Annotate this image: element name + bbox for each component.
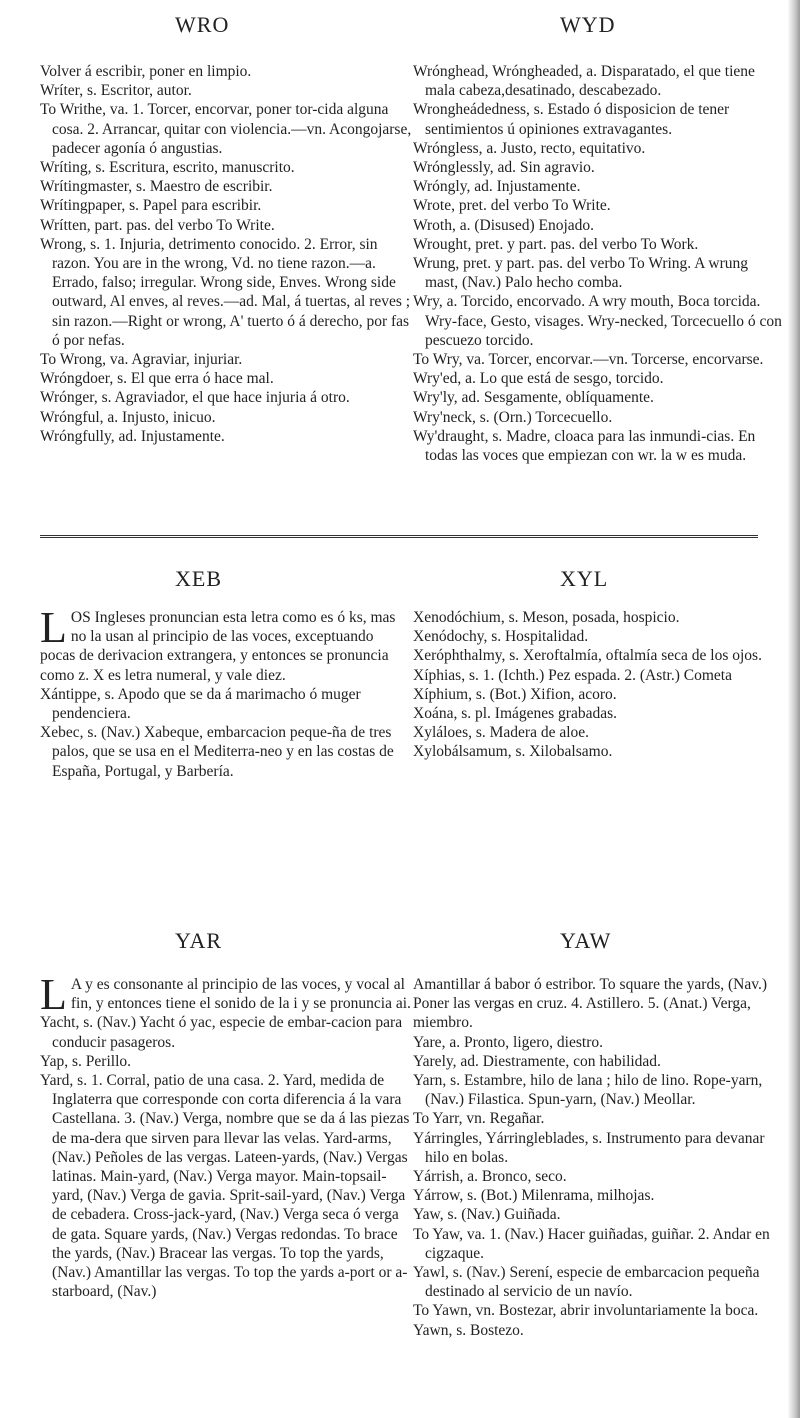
- entry: To Yawn, vn. Bostezar, abrir involuntariamente la boca.: [413, 1302, 759, 1320]
- entry: Wrong, s. 1. Injuria, detrimento conocido. 2. Error, sin razon. You are in the wrong, Vd. no tiene razon.—a. Errado, falso; irregular. Wrong side, Enves. Wrong side outward, Al enves, al reves.—ad. Mal, á tuertas, al reves ; sin razon.—Right or wrong, A' tuerto ó á derecho, por fas ó por nefas.: [40, 235, 411, 349]
- entry: Xíphium, s. (Bot.) Xifion, acoro.: [413, 685, 617, 703]
- entry: Wróngdoer, s. El que erra ó hace mal.: [40, 370, 274, 388]
- entry: Wrítingmaster, s. Maestro de escribir.: [40, 178, 273, 196]
- running-head-right: XYL: [560, 566, 609, 591]
- entry: Xenódochy, s. Hospitalidad.: [413, 628, 589, 646]
- column-wyd: [413, 62, 785, 465]
- entry: To Yaw, va. 1. (Nav.) Hacer guiñadas, guiñar. 2. Andar en cigzaque.: [413, 1225, 770, 1262]
- entry: Volver á escribir, poner en limpio.: [40, 63, 252, 80]
- entry: Wry'ed, a. Lo que está de sesgo, torcido.: [413, 370, 664, 388]
- entry: Xoána, s. pl. Imágenes grabadas.: [413, 705, 618, 723]
- entry: Wy'draught, s. Madre, cloaca para las inmundi-cias. En todas las voces que empiezan con wr. la w es muda.: [413, 427, 756, 465]
- entry: Xyláloes, s. Madera de aloe.: [413, 724, 590, 742]
- entry: Yárrish, a. Bronco, seco.: [413, 1168, 567, 1186]
- letter-intro: LOS Ingleses pronuncian esta letra como es ó ks, mas no la usan al principio de las voces, exceptuando pocas de derivacion extrangera, y entonces se pronuncia como z. X es letra numeral, y vale diez.: [40, 603, 396, 684]
- column-wro: [40, 62, 412, 446]
- entry: To Wrong, va. Agraviar, injuriar.: [40, 351, 243, 369]
- entry-continuation: Amantillar á babor ó estribor. To square the yards, (Nav.) Poner las vergas en cruz. 4. Astillero. 5. (Anat.) Verga, miembro.: [413, 976, 768, 1032]
- entry: Yárringles, Yárringleblades, s. Instrumento para devanar hilo en bolas.: [413, 1129, 765, 1166]
- running-head-right: WYD: [560, 12, 616, 37]
- entry: To Wry, va. Torcer, encorvar.—vn. Torcerse, encorvarse.: [413, 351, 764, 369]
- entry: Wríter, s. Escritor, autor.: [40, 82, 192, 100]
- entry: Wrónger, s. Agraviador, el que hace injuria á otro.: [40, 389, 350, 407]
- entry: Wrónglessly, ad. Sin agravio.: [413, 159, 595, 177]
- drop-cap: L: [40, 603, 67, 652]
- entry: To Writhe, va. 1. Torcer, encorvar, poner tor-cida alguna cosa. 2. Arrancar, quitar con violencia.—vn. Acongojarse, padecer agonía ó angustias.: [40, 101, 412, 157]
- entry: Xeróphthalmy, s. Xeroftalmía, oftalmía seca de los ojos.: [413, 647, 762, 665]
- entry: Wrote, pret. del verbo To Write.: [413, 197, 611, 215]
- entry: Yacht, s. (Nav.) Yacht ó yac, especie de embar-cacion para conducir pasageros.: [40, 1014, 403, 1051]
- entry: Wrongheádedness, s. Estado ó disposicion de tener sentimientos ú opiniones extravagantes.: [413, 101, 730, 138]
- entry: Wrónghead, Wróngheaded, a. Disparatado, el que tiene mala cabeza,desatinado, descabezado.: [413, 63, 755, 100]
- divider-rule: [40, 535, 758, 538]
- entry: Wrítingpaper, s. Papel para escribir.: [40, 197, 262, 215]
- running-head-left: XEB: [175, 566, 222, 591]
- column-yaw: [413, 975, 785, 1340]
- entry: Wry, a. Torcido, encorvado. A wry mouth, Boca torcida. Wry-face, Gesto, visages. Wry-necked, Torcecuello ó con pescuezo torcido.: [413, 293, 782, 349]
- entry: Yawl, s. (Nav.) Serení, especie de embarcacion pequeña destinado al servicio de un navío.: [413, 1264, 760, 1301]
- entry: Yare, a. Pronto, ligero, diestro.: [413, 1033, 603, 1051]
- entry: Wróngfully, ad. Injustamente.: [40, 427, 225, 445]
- entry: Yarn, s. Estambre, hilo de lana ; hilo de lino. Rope-yarn, (Nav.) Filastica. Spun-yarn, (Nav.) Meollar.: [413, 1072, 763, 1109]
- entry: Xíphias, s. 1. (Ichth.) Pez espada. 2. (Astr.) Cometa: [413, 666, 732, 684]
- entry: Wróngly, ad. Injustamente.: [413, 178, 581, 196]
- entry: Xebec, s. (Nav.) Xabeque, embarcacion peque-ña de tres palos, que se usa en el Mediterra-neo y en las costas de España, Portugal, y Barbería.: [40, 724, 394, 780]
- entry: Xenodóchium, s. Meson, posada, hospicio.: [413, 609, 680, 626]
- entry: Xántippe, s. Apodo que se da á marimacho ó muger pendenciera.: [40, 685, 361, 723]
- entry: Xylobálsamum, s. Xilobalsamo.: [413, 743, 613, 761]
- entry: Yaw, s. (Nav.) Guiñada.: [413, 1206, 561, 1224]
- entry: Yarely, ad. Diestramente, con habilidad.: [413, 1052, 661, 1070]
- drop-cap: L: [40, 970, 67, 1019]
- entry: Wry'neck, s. (Orn.) Torcecuello.: [413, 408, 613, 426]
- entry: Wríting, s. Escritura, escrito, manuscrito.: [40, 159, 295, 177]
- entry: Wrought, pret. y part. pas. del verbo To Work.: [413, 235, 699, 253]
- column-xyl: [413, 608, 785, 762]
- column-xeb: [40, 603, 412, 781]
- running-head-left: WRO: [175, 12, 230, 37]
- entry: Wrung, pret. y part. pas. del verbo To Wring. A wrung mast, (Nav.) Palo hecho comba.: [413, 255, 749, 292]
- running-head-right: YAW: [560, 928, 612, 953]
- entry: To Yarr, vn. Regañar.: [413, 1110, 545, 1128]
- letter-intro: L A y es consonante al principio de las voces, y vocal al fin, y entonces tiene el sonido de la i y se pronuncia ai.: [40, 970, 411, 1019]
- entry: Yárrow, s. (Bot.) Milenrama, milhojas.: [413, 1187, 655, 1205]
- page-edge: [788, 0, 800, 1418]
- entry: Wry'ly, ad. Sesgamente, oblíquamente.: [413, 389, 654, 407]
- entry: Yap, s. Perillo.: [40, 1052, 132, 1070]
- entry: Wrítten, part. pas. del verbo To Write.: [40, 216, 275, 234]
- column-yar: [40, 970, 412, 1301]
- entry: Wróngless, a. Justo, recto, equitativo.: [413, 139, 646, 157]
- entry: Wroth, a. (Disused) Enojado.: [413, 216, 595, 234]
- entry: Yawn, s. Bostezo.: [413, 1321, 524, 1339]
- entry: Yard, s. 1. Corral, patio de una casa. 2. Yard, medida de Inglaterra que corresponde con corta diferencia á la vara Castellana. 3. (Nav.) Verga, nombre que se da á las piezas de ma-dera que sirven para llevar las velas. Yard-arms, (Nav.) Peñoles de las vergas. Lateen-yards, (Nav.) Vergas latinas. Main-yard, (Nav.) Verga mayor. Main-topsail-yard, (Nav.) Verga de gavia. Sprit-sail-yard, (Nav.) Verga de cebadera. Cross-jack-yard, (Nav.) Verga seca ó verga de gata. Square yards, (Nav.) Vergas redondas. To brace the yards, (Nav.) Bracear las vergas. To top the yards, (Nav.) Amantillar las vergas. To top the yards a-port or a-starboard, (Nav.): [40, 1072, 410, 1301]
- entry: Wróngful, a. Injusto, inicuo.: [40, 408, 216, 426]
- running-head-left: YAR: [175, 928, 223, 953]
